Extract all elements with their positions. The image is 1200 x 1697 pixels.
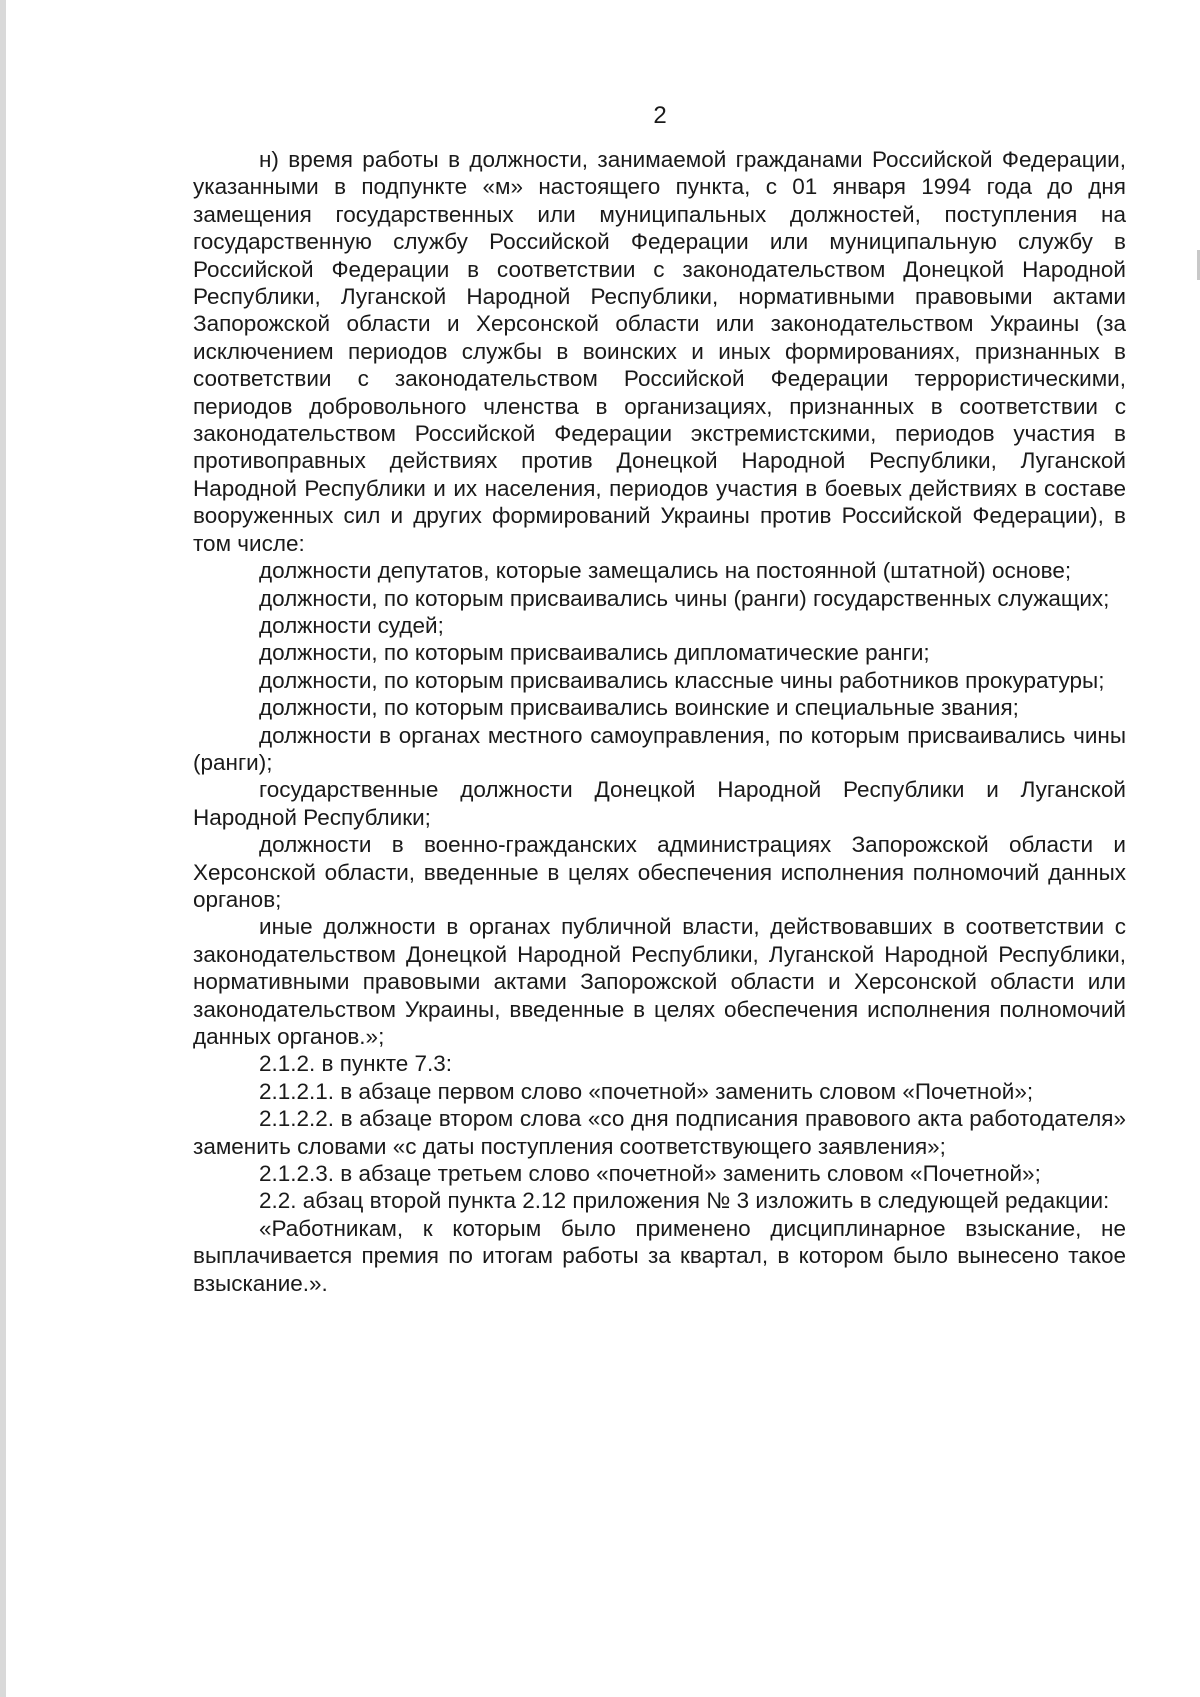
list-item-state-positions: государственные должности Донецкой Народной Республики и Луганской Народной Республики;	[193, 777, 1126, 830]
list-item-prosecutor-ranks: должности, по которым присваивались классные чины работников прокуратуры;	[259, 667, 1105, 693]
clause-2-1-2-2: 2.1.2.2. в абзаце втором слова «со дня подписания правового акта работодателя» заменить словами «с даты поступления соответствующего заявления»;	[193, 1106, 1126, 1159]
list-item-local-government: должности в органах местного самоуправления, по которым присваивались чины (ранги);	[193, 722, 1126, 775]
clause-2-1-2: 2.1.2. в пункте 7.3:	[259, 1051, 453, 1077]
list-item-deputies: должности депутатов, которые замещались на постоянной (штатной) основе;	[259, 558, 1072, 584]
paragraph-n-work-period: н) время работы в должности, занимаемой гражданами Российской Федерации, указанными в подпункте «м» настоящего пункта, с 01 января 1994 года до дня замещения государственных или муниципальных должностей, поступления на государственную службу Российской Федерации или муниципальную службу в Российской Федерации в соответствии с законодательством Донецкой Народной Республики, Луганской Народной Республики, нормативными правовыми актами Запорожской области и Херсонской области или законодательством Украины (за исключением периодов службы в воинских и иных формированиях, признанных в соответствии с законодательством Российской Федерации террористическими, периодов добровольного членства в организациях, признанных в соответствии с законодательством Российской Федерации экстремистскими, периодов участия в противоправных действиях против Донецкой Народной Республики, Луганской Народной Республики и их населения, периодов участия в боевых действиях в составе вооруженных сил и других формирований Украины против Российской Федерации), в том числе:	[193, 147, 1126, 556]
list-item-military-civil-administrations: должности в военно-гражданских администрациях Запорожской области и Херсонской области, введенные в целях обеспечения исполнения полномочий данных органов;	[193, 832, 1126, 912]
list-item-civil-servant-ranks: должности, по которым присваивались чины (ранги) государственных служащих;	[259, 585, 1110, 611]
scan-edge	[0, 0, 6, 1697]
list-item-judges: должности судей;	[259, 612, 444, 638]
clause-2-1-2-1: 2.1.2.1. в абзаце первом слово «почетной» заменить словом «Почетной»;	[259, 1078, 1034, 1104]
list-item-other-positions: иные должности в органах публичной власти, действовавших в соответствии с законодательством Донецкой Народной Республики, Луганской Народной Республики, нормативными правовыми актами Запорожской области и Херсонской области или законодательством Украины, введенные в целях обеспечения исполнения полномочий данных органов.»;	[193, 914, 1126, 1049]
page-number: 2	[653, 102, 667, 129]
list-item-military-ranks: должности, по которым присваивались воинские и специальные звания;	[259, 695, 1019, 721]
document-body	[193, 146, 1126, 1297]
quoted-new-text: «Работникам, к которым было применено дисциплинарное взыскание, не выплачивается премия по итогам работы за квартал, в котором было вынесено такое взыскание.».	[193, 1215, 1126, 1296]
clause-2-2: 2.2. абзац второй пункта 2.12 приложения № 3 изложить в следующей редакции:	[259, 1188, 1110, 1214]
clause-2-1-2-3: 2.1.2.3. в абзаце третьем слово «почетной» заменить словом «Почетной»;	[259, 1161, 1041, 1187]
list-item-diplomatic-ranks: должности, по которым присваивались дипломатические ранги;	[259, 640, 930, 666]
